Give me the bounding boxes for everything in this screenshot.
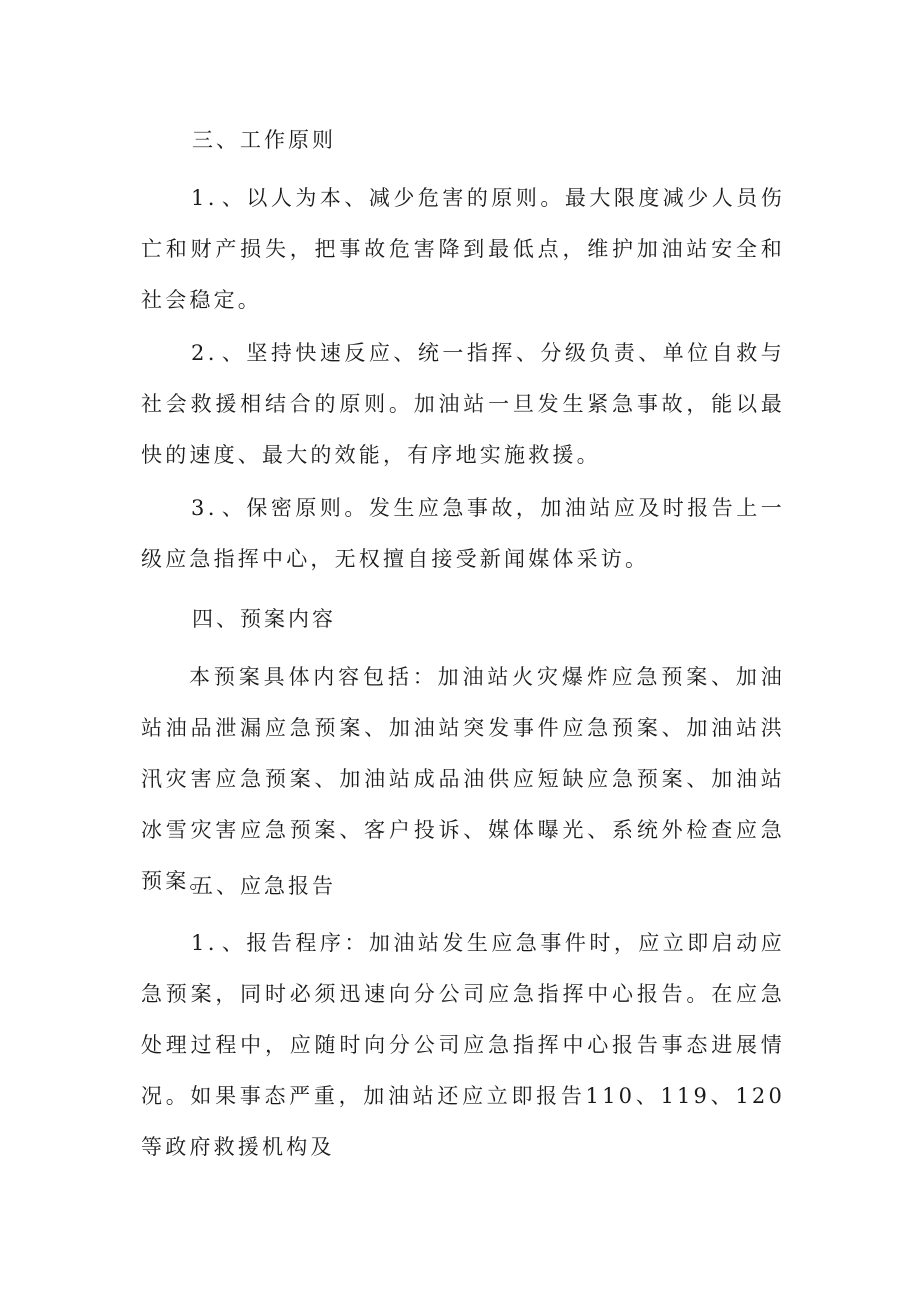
paragraph-principle-3: 3．、保密原则。发生应急事故，加油站应及时报告上一级应急指挥中心，无权擅自接受新闻媒体采访。 — [141, 496, 785, 571]
section-heading-principles: 三、工作原则 — [192, 128, 336, 152]
paragraph-plan-content: 本预案具体内容包括：加油站火灾爆炸应急预案、加油站油品泄漏应急预案、加油站突发事件应急预案、加油站洪汛灾害应急预案、加油站成品油供应短缺应急预案、加油站冰雪灾害应急预案、客户投诉、媒体曝光、系统外检查应急预案。 — [141, 665, 785, 893]
paragraph-principle-1: 1．、以人为本、减少危害的原则。最大限度减少人员伤亡和财产损失，把事故危害降到最低点，维护加油站安全和社会稳定。 — [141, 186, 785, 312]
section-heading-plan-content: 四、预案内容 — [192, 607, 336, 631]
paragraph-report-procedure: 1．、报告程序：加油站发生应急事件时，应立即启动应急预案，同时必须迅速向分公司应急指挥中心报告。在应急处理过程中，应随时向分公司应急指挥中心报告事态进展情况。如果事态严重，加油站还应立即报告110、119、120等政府救援机构及 — [141, 931, 785, 1159]
paragraph-principle-2: 2．、坚持快速反应、统一指挥、分级负责、单位自救与社会救援相结合的原则。加油站一旦发生紧急事故，能以最快的速度、最大的效能，有序地实施救援。 — [141, 341, 785, 467]
section-heading-emergency-report: 五、应急报告 — [192, 874, 336, 898]
